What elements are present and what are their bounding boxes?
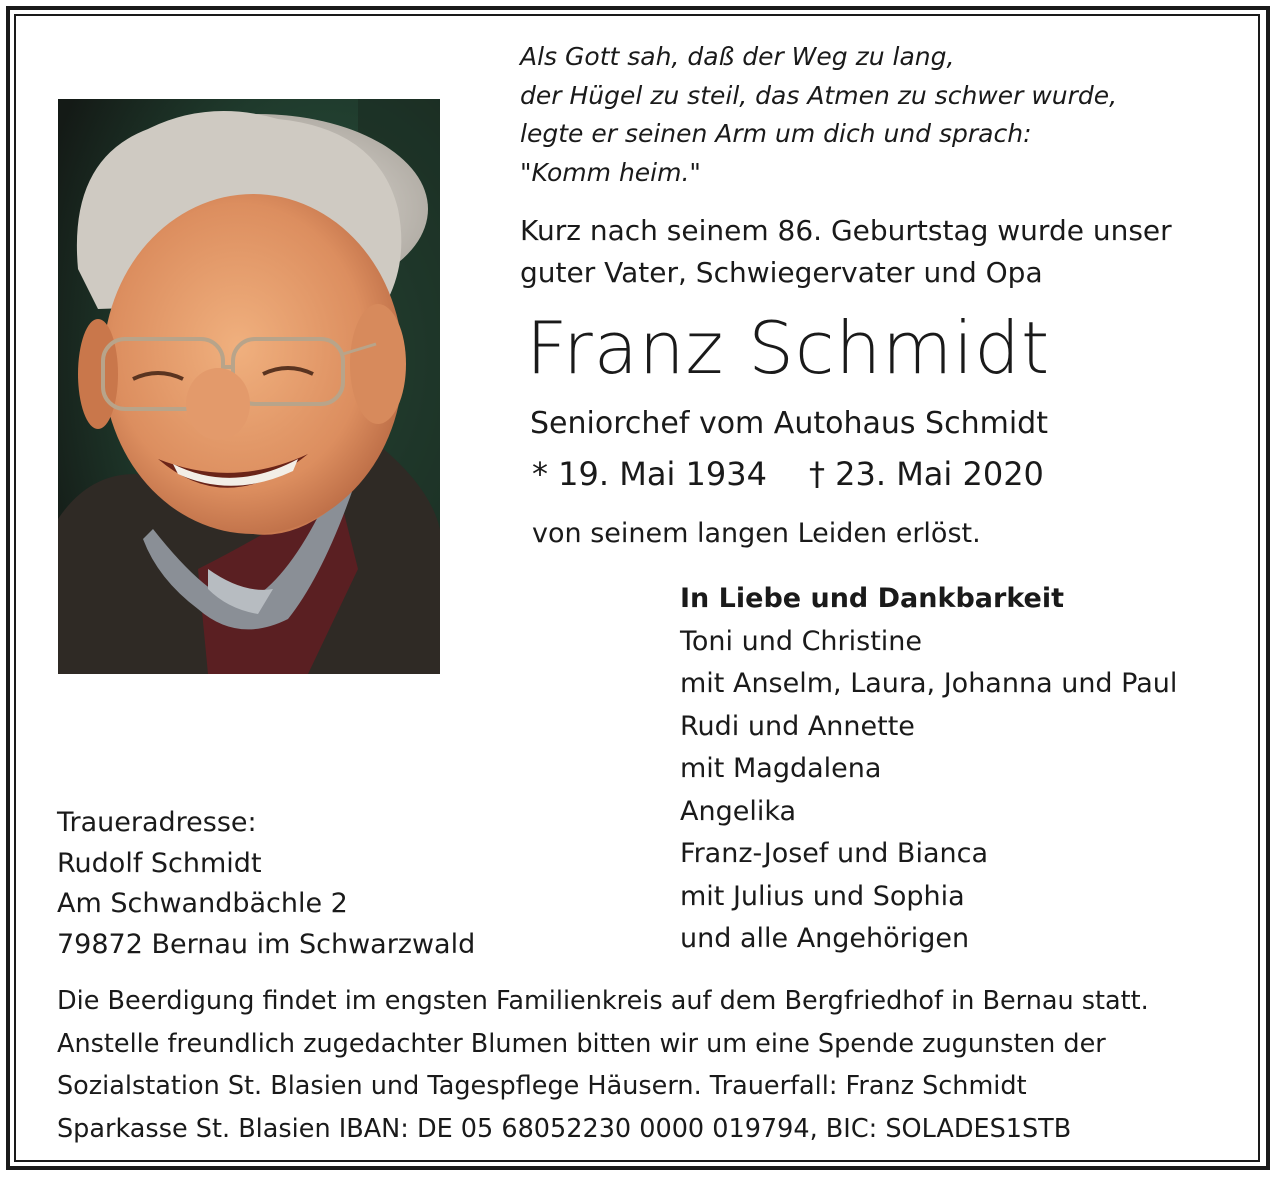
life-dates <box>532 450 1044 498</box>
family-line: Toni und Christine <box>680 625 923 657</box>
intro-line: Kurz nach seinem 86. Geburtstag wurde unser <box>520 214 1172 247</box>
intro-line: guter Vater, Schwiegervater und Opa <box>520 256 1043 289</box>
footer-line: Sozialstation St. Blasien und Tagespflege Häusern. Trauerfall: Franz Schmidt <box>57 1071 1027 1101</box>
deceased-title: Seniorchef vom Autohaus Schmidt <box>530 406 1048 441</box>
family-line: mit Magdalena <box>680 753 882 784</box>
family-line: und alle Angehörigen <box>680 923 970 954</box>
family-line: Franz-Josef und Bianca <box>680 838 989 869</box>
footer-line: Anstelle freundlich zugedachter Blumen bitten wir um eine Spende zugunsten der <box>57 1028 1106 1059</box>
funeral-notice <box>57 980 1247 1150</box>
poem-line: legte er seinen Arm um dich und sprach: <box>520 119 1032 148</box>
address-line: Am Schwandbächle 2 <box>57 888 348 919</box>
deceased-name: Franz Schmidt <box>526 306 1051 390</box>
intro-text <box>520 210 1220 294</box>
family-list <box>680 578 1177 961</box>
mourning-address <box>57 803 475 965</box>
poem-line: der Hügel zu steil, das Atmen zu schwer wurde, <box>520 80 1118 110</box>
family-line: mit Julius und Sophia <box>680 880 965 912</box>
footer-line: Die Beerdigung findet im engsten Familienkreis auf dem Bergfriedhof in Bernau statt. <box>57 986 1149 1016</box>
address-line: Rudolf Schmidt <box>57 847 262 879</box>
birth-date: * 19. Mai 1934 <box>532 455 767 493</box>
poem <box>520 38 1220 192</box>
poem-line: "Komm heim." <box>520 157 701 187</box>
family-line: mit Anselm, Laura, Johanna und Paul <box>680 668 1178 699</box>
closing-line: von seinem langen Leiden erlöst. <box>532 518 981 549</box>
poem-line: Als Gott sah, daß der Weg zu lang, <box>520 42 955 71</box>
death-date: † 23. Mai 2020 <box>808 455 1044 493</box>
family-line: Angelika <box>680 795 797 827</box>
family-heading: In Liebe und Dankbarkeit <box>680 583 1065 614</box>
portrait-photo <box>58 99 440 674</box>
address-line: 79872 Bernau im Schwarzwald <box>57 928 476 960</box>
address-line: Traueradresse: <box>57 807 257 838</box>
footer-line: Sparkasse St. Blasien IBAN: DE 05 68052230 0000 019794, BIC: SOLADES1STB <box>57 1113 1072 1144</box>
family-line: Rudi und Annette <box>680 710 915 742</box>
